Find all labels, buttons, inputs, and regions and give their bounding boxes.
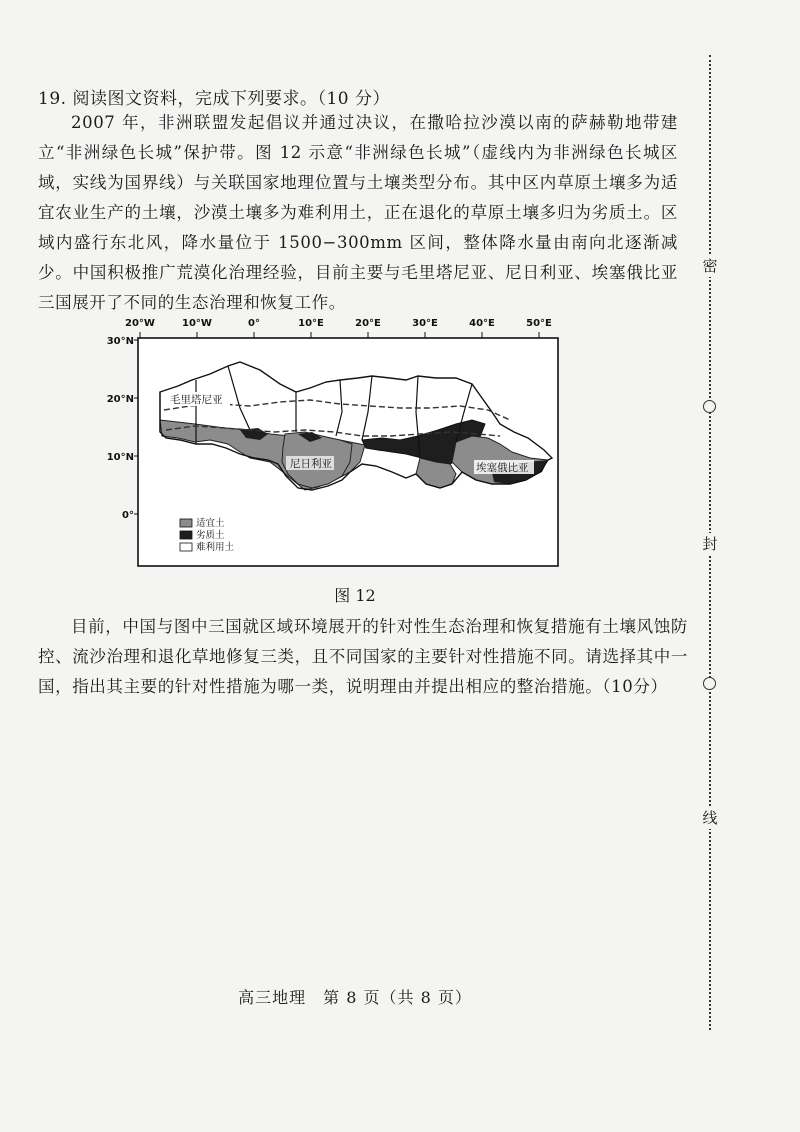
lat-tick-label: 10°N: [106, 452, 134, 463]
legend-unusable: 难利用土: [196, 542, 235, 553]
lon-tick-label: 40°E: [469, 318, 495, 329]
question-intro: 2007 年，非洲联盟发起倡议并通过决议，在撒哈拉沙漠以南的萨赫勒地带建立“非洲绿色长城”保护带。图 12 示意“非洲绿色长城”（虚线内为非洲绿色长城区域，实线为国界线）与关联国家地理位置与土壤类型分布。其中区内草原土壤多为适宜农业生产的土壤，沙漠土壤多为难利用土，正在退化的草原土壤多归为劣质土。区域内盛行东北风，降水量位于 1500−300mm 区间，整体降水量由南向北逐渐减少。中国积极推广荒漠化治理经验，目前主要与毛里塔尼亚、尼日利亚、埃塞俄比亚三国展开了不同的生态治理和恢复工作。: [38, 113, 678, 312]
lon-tick-label: 20°W: [125, 318, 155, 329]
label-ethiopia: 埃塞俄比亚: [476, 462, 529, 474]
binding-margin: [700, 55, 720, 1030]
lon-tick-label: 30°E: [412, 318, 438, 329]
label-nigeria: 尼日利亚: [290, 458, 332, 470]
lon-tick-label: 0°: [248, 318, 260, 329]
legend-swatch-unusable: [180, 543, 192, 551]
legend-swatch-suitable: [180, 519, 192, 527]
lon-tick-label: 10°W: [182, 318, 212, 329]
binding-circle-2: [703, 677, 716, 690]
lon-tick-label: 20°E: [355, 318, 381, 329]
question-heading: 19. 阅读图文资料，完成下列要求。（10 分）: [38, 89, 390, 109]
legend-poor: 劣质土: [196, 530, 225, 541]
question-task: 目前，中国与图中三国就区域环境展开的针对性生态治理和恢复措施有土壤风蚀防控、流沙治理和退化草地修复三类，且不同国家的主要针对性措施不同。请选择其中一国，指出其主要的针对性措施为哪一类，说明理由并提出相应的整治措施。（10分）: [38, 617, 688, 696]
binding-circle-1: [703, 400, 716, 413]
label-mauritania: 毛里塔尼亚: [170, 394, 223, 406]
binding-char-xian: 线: [700, 807, 720, 829]
binding-char-feng: 封: [700, 533, 720, 555]
figure-caption: 图 12: [334, 586, 376, 605]
lat-tick-label: 20°N: [106, 394, 134, 405]
lat-tick-label: 0°: [122, 510, 134, 521]
lon-tick-label: 10°E: [298, 318, 324, 329]
binding-char-mi: 密: [700, 255, 720, 277]
lat-tick-label: 30°N: [106, 336, 134, 347]
legend-suitable: 适宜土: [196, 518, 225, 529]
lon-tick-label: 50°E: [526, 318, 552, 329]
legend-swatch-poor: [180, 531, 192, 539]
figure-map: [100, 312, 580, 574]
page-footer: 高三地理 第 8 页（共 8 页）: [238, 988, 472, 1007]
